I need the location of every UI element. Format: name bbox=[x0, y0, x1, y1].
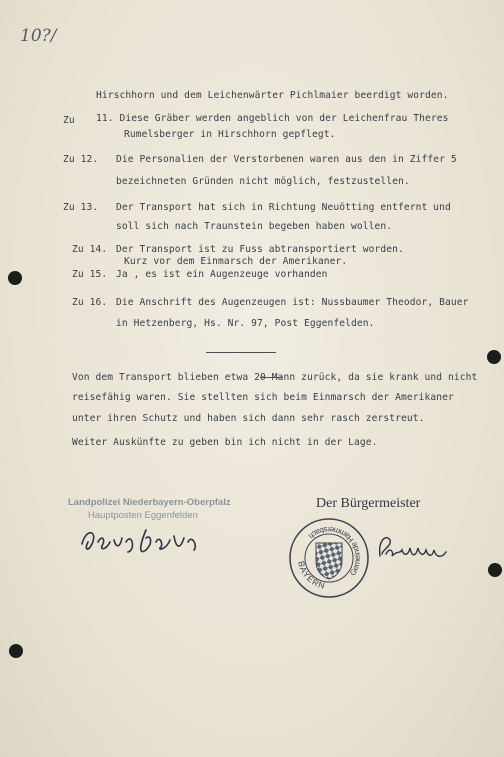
text-line: Kurz vor dem Einmarsch der Amerikaner. bbox=[124, 256, 348, 267]
mayor-signature bbox=[372, 528, 452, 568]
text-line: Ja , es ist ein Augenzeuge vorhanden bbox=[116, 269, 328, 280]
item-label: Zu 14. bbox=[72, 244, 108, 255]
text-line: Von dem Transport blieben etwa 20 Mann zurück, da sie krank und nicht bbox=[72, 372, 478, 383]
punch-hole-right bbox=[487, 350, 501, 364]
text-line: in Hetzenberg, Hs. Nr. 97, Post Eggenfelden. bbox=[116, 318, 375, 329]
mayor-title: Der Bürgermeister bbox=[316, 496, 421, 511]
text-line: Rumelsberger in Hirschhorn gepflegt. bbox=[124, 129, 336, 140]
text-line: Der Transport hat sich in Richtung Neuötting entfernt und bbox=[116, 202, 451, 213]
text-line: Der Transport ist zu Fuss abtransportiert worden. bbox=[116, 244, 404, 255]
text-line: bezeichneten Gründen nicht möglich, festzustellen. bbox=[116, 176, 410, 187]
police-signature bbox=[76, 520, 206, 560]
text-line: soll sich nach Traunstein begeben haben wollen. bbox=[116, 221, 393, 232]
separator-line bbox=[206, 352, 276, 353]
text-line: Die Personalien der Verstorbenen waren aus den in Ziffer 5 bbox=[116, 154, 457, 165]
text-line: unter ihren Schutz und haben sich dann sehr rasch zerstreut. bbox=[72, 413, 425, 424]
item-label: Zu 13. bbox=[63, 202, 99, 213]
municipal-seal bbox=[288, 517, 370, 599]
police-stamp-line1: Landpolizei Niederbayern-Oberpfalz bbox=[68, 497, 231, 508]
strikethrough bbox=[260, 377, 282, 378]
text-line: 11. Diese Gräber werden angeblich von der Leichenfrau Theres bbox=[96, 113, 449, 124]
handwritten-page-number: 10?/ bbox=[20, 26, 57, 46]
punch-hole-left bbox=[8, 271, 22, 285]
punch-hole-left-bottom bbox=[9, 644, 23, 658]
item-label: Zu 15. bbox=[72, 269, 108, 280]
seal-ring-text: Gemeinde Hammersbach bbox=[306, 524, 363, 578]
seal-top-text: BAYERN bbox=[296, 560, 327, 591]
text-line: Die Anschrift des Augenzeugen ist: Nussbaumer Theodor, Bauer bbox=[116, 297, 469, 308]
text-line: Hirschhorn und dem Leichenwärter Pichlmaier beerdigt worden. bbox=[96, 90, 449, 101]
item-label: Zu 16. bbox=[72, 297, 108, 308]
punch-hole-right-bottom bbox=[488, 563, 502, 577]
text-line: Weiter Auskünfte zu geben bin ich nicht in der Lage. bbox=[72, 437, 378, 448]
item-label: Zu bbox=[63, 115, 75, 126]
text-line: reisefähig waren. Sie stellten sich beim Einmarsch der Amerikaner bbox=[72, 392, 454, 403]
police-stamp-line2: Hauptposten Eggenfelden bbox=[88, 510, 198, 521]
item-label: Zu 12. bbox=[63, 154, 99, 165]
